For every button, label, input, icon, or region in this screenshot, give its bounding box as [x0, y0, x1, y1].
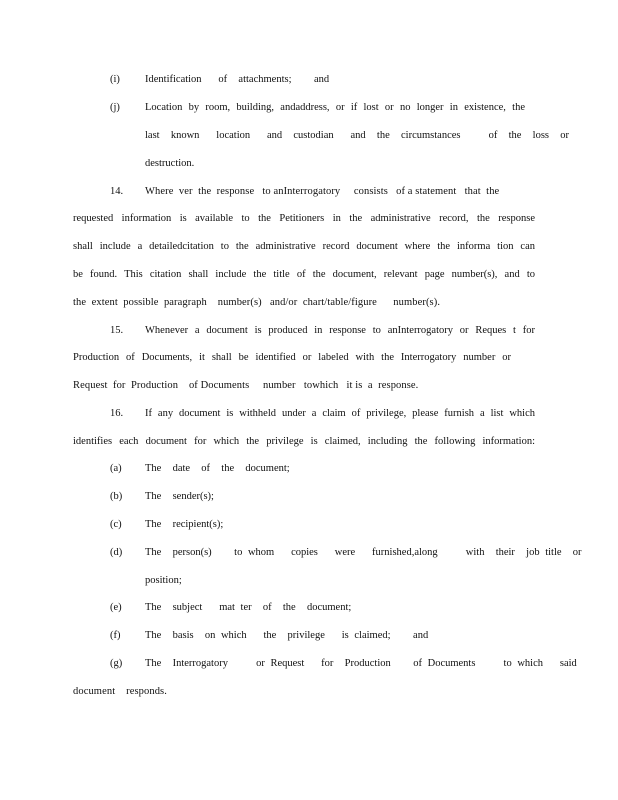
list-item-a: The date of the document;: [145, 463, 290, 474]
paragraph-14-line2: requested information is available to the Petitioners in the administrative record, the response: [73, 213, 535, 224]
paragraph-14-line4: be found. This citation shall include the title of the document, relevant page number(s), and to: [73, 269, 535, 280]
list-item-e: The subject mat ter of the document;: [145, 602, 352, 613]
paragraph-14-line3: shall include a detailedcitation to the administrative record document where the informa tion can: [73, 241, 535, 252]
list-item-f: The basis on which the privilege is claimed; and: [145, 630, 429, 641]
paragraph-16-line2: identifies each document for which the privilege is claimed, including the following information:: [73, 436, 535, 447]
paragraph-16-line1: If any document is withheld under a claim of privilege, please furnish a list which: [145, 408, 535, 419]
paragraph-15-line2: Production of Documents, it shall be identified or labeled with the Interrogatory number or: [73, 352, 511, 363]
list-item-b: The sender(s);: [145, 491, 214, 502]
list-label-b: (b): [110, 491, 123, 502]
list-item-d-line2: position;: [145, 575, 182, 586]
paragraph-number-15: 15.: [110, 325, 124, 336]
list-label-e: (e): [110, 602, 122, 613]
list-item-g-line1: The Interrogatory or Request for Production of Documents to which said: [145, 658, 577, 669]
list-item-g-line2: document responds.: [73, 686, 167, 697]
list-label-d: (d): [110, 547, 123, 558]
list-label-g: (g): [110, 658, 123, 669]
list-label-f: (f): [110, 630, 121, 641]
list-item-d-line1: The person(s) to whom copies were furnished,along with their job title or: [145, 547, 582, 558]
paragraph-15-line3: Request for Production of Documents number towhich it is a response.: [73, 380, 419, 391]
paragraph-15-line1: Whenever a document is produced in response to anInterrogatory or Reques t for: [145, 325, 535, 336]
list-label-j: (j): [110, 102, 120, 113]
list-item-j-line3: destruction.: [145, 158, 195, 169]
list-item-j-line2: last known location and custodian and the circumstances of the loss or: [145, 130, 570, 141]
paragraph-number-14: 14.: [110, 186, 124, 197]
list-label-i: (i): [110, 74, 120, 85]
paragraph-14-line5: the extent possible paragraph number(s) and/or chart/table/figure number(s).: [73, 297, 441, 308]
list-item-c: The recipient(s);: [145, 519, 224, 530]
paragraph-number-16: 16.: [110, 408, 124, 419]
paragraph-14-line1: Where ver the response to anInterrogatory consists of a statement that the: [145, 186, 500, 197]
list-item-j-line1: Location by room, building, andaddress, or if lost or no longer in existence, the: [145, 102, 525, 113]
list-item-i: Identification of attachments; and: [145, 74, 330, 85]
list-label-c: (c): [110, 519, 122, 530]
list-label-a: (a): [110, 463, 122, 474]
